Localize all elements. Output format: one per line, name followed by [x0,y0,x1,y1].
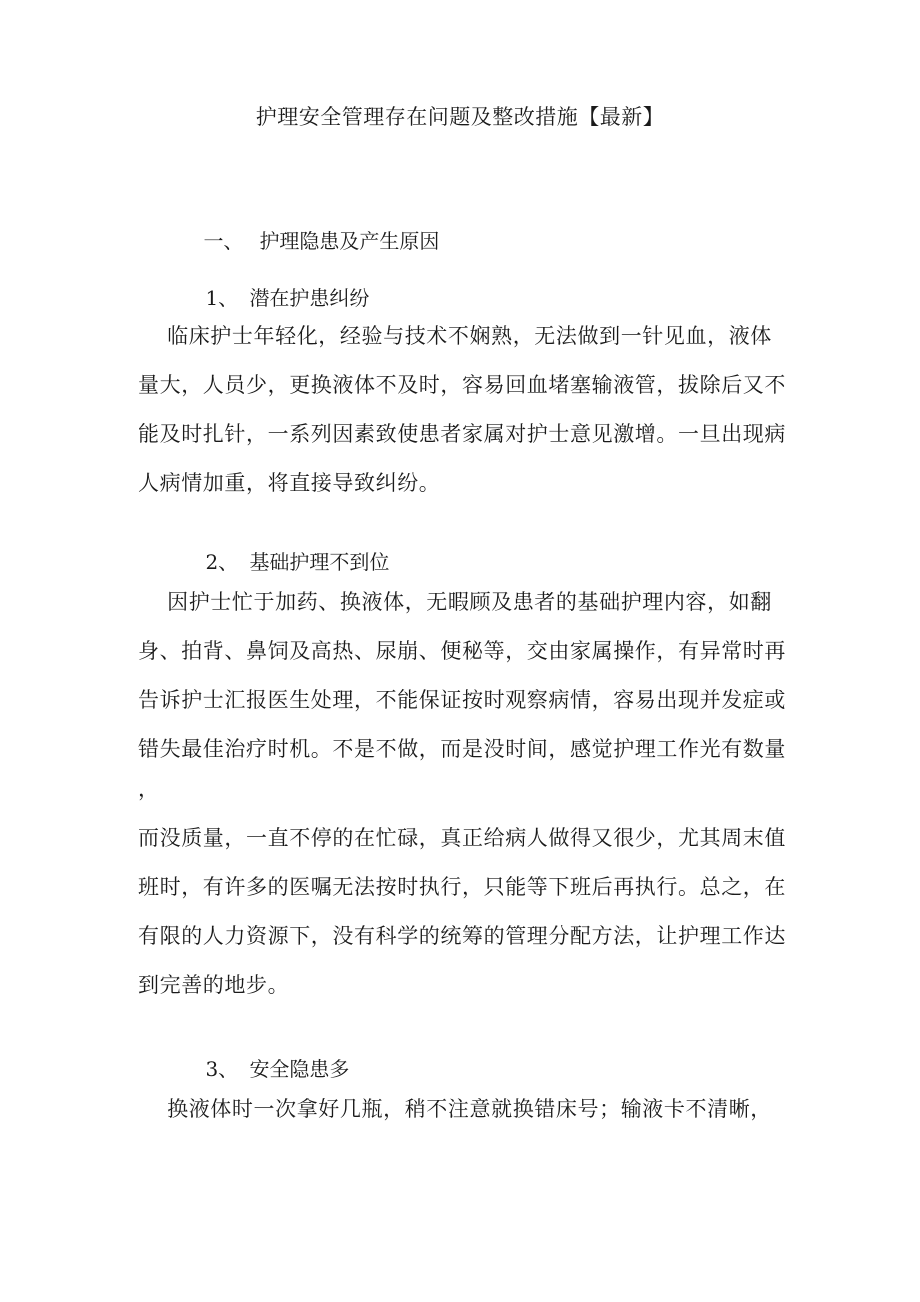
paragraph-line: 告诉护士汇报医生处理，不能保证按时观察病情，容易出现并发症或 [138,688,786,712]
paragraph-line: 临床护士年轻化，经验与技术不娴熟，无法做到一针见血，液体 [138,324,772,348]
item-label: 潜在护患纠纷 [249,286,370,310]
paragraph-line: 因护士忙于加药、换液体，无暇顾及患者的基础护理内容，如翻 [138,590,772,614]
item-number: 2、 [205,550,239,574]
paragraph-line: 量大，人员少，更换液体不及时，容易回血堵塞输液管，拔除后又不 [138,373,786,397]
paragraph-item-3 [138,1085,788,1134]
section-label: 护理隐患及产生原因 [259,229,440,253]
item-label: 基础护理不到位 [249,550,390,574]
paragraph-line: 身、拍背、鼻饲及高热、尿崩、便秘等，交由家属操作，有异常时再 [138,639,786,663]
paragraph-line: 人病情加重，将直接导致纠纷。 [138,471,441,495]
paragraph-item-1 [138,312,788,508]
paragraph-line: 能及时扎针，一系列因素致使患者家属对护士意见激增。一旦出现病 [138,422,786,446]
section-number: 一、 [203,229,244,253]
paragraph-line: 而没质量，一直不停的在忙碌，真正给病人做得又很少，尤其周末值 [138,826,786,850]
paragraph-item-2 [138,578,788,1010]
item-number: 3、 [205,1057,239,1081]
paragraph-line: 到完善的地步。 [138,973,290,997]
item-label: 安全隐患多 [249,1057,350,1081]
item-number: 1、 [205,286,239,310]
paragraph-line: 换液体时一次拿好几瓶，稍不注意就换错床号；输液卡不清晰， [138,1097,772,1121]
paragraph-line: 有限的人力资源下，没有科学的统筹的管理分配方法，让护理工作达 [138,924,786,948]
document-title: 护理安全管理存在问题及整改措施【最新】 [255,105,665,129]
paragraph-line: ， [138,777,160,801]
paragraph-line: 错失最佳治疗时机。不是不做，而是没时间，感觉护理工作光有数量 [138,737,786,761]
paragraph-line: 班时，有许多的医嘱无法按时执行，只能等下班后再执行。总之，在 [138,875,786,899]
